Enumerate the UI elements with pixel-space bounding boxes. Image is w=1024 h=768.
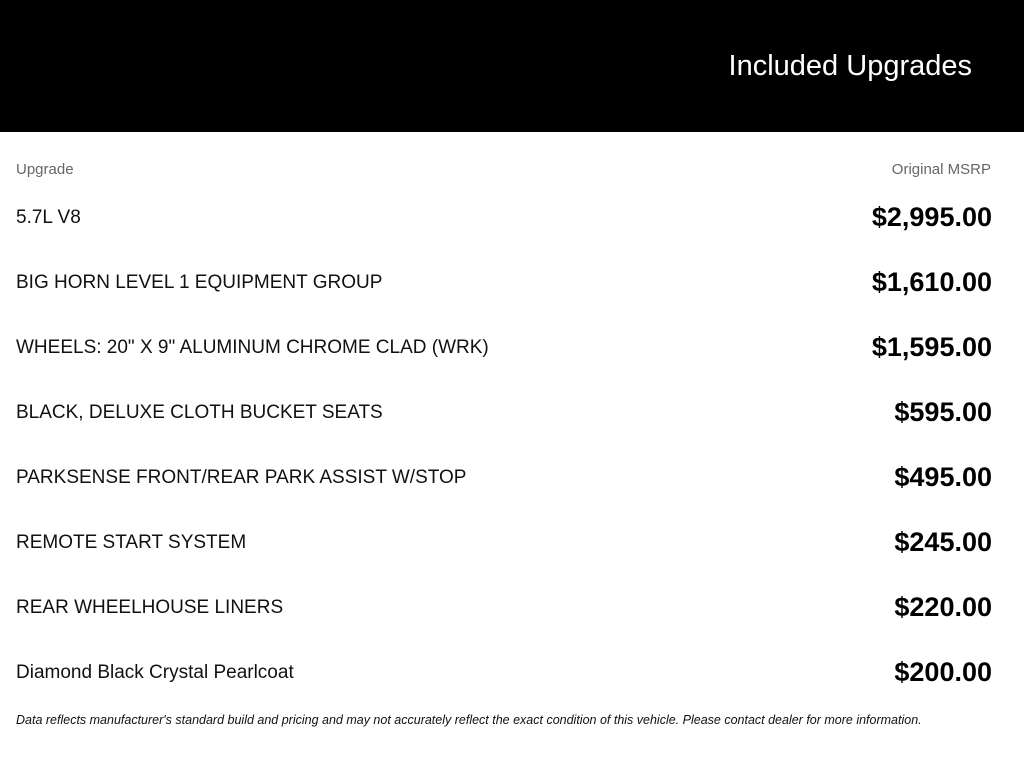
column-header-msrp: Original MSRP	[891, 161, 991, 178]
upgrade-price: $200.00	[894, 657, 992, 687]
column-header-upgrade: Upgrade	[16, 161, 74, 178]
page-title: Included Upgrades	[728, 50, 972, 82]
upgrade-name: PARKSENSE FRONT/REAR PARK ASSIST W/STOP	[16, 467, 467, 488]
upgrade-price: $220.00	[894, 592, 992, 622]
upgrade-row	[16, 652, 992, 717]
upgrade-row	[16, 457, 992, 522]
upgrade-price: $1,610.00	[871, 267, 992, 297]
upgrade-price: $2,995.00	[871, 202, 992, 232]
header-bar	[0, 0, 1024, 132]
upgrade-name: BLACK, DELUXE CLOTH BUCKET SEATS	[16, 402, 383, 423]
upgrade-row	[16, 522, 992, 587]
upgrade-row	[16, 197, 992, 262]
upgrade-row	[16, 327, 992, 392]
upgrade-name: REAR WHEELHOUSE LINERS	[16, 597, 284, 618]
upgrade-row	[16, 587, 992, 652]
upgrade-name: Diamond Black Crystal Pearlcoat	[16, 662, 294, 683]
upgrade-name: 5.7L V8	[16, 207, 81, 228]
upgrade-name: BIG HORN LEVEL 1 EQUIPMENT GROUP	[16, 272, 383, 293]
upgrade-price: $495.00	[894, 462, 992, 492]
upgrades-list	[16, 197, 992, 717]
upgrade-name: REMOTE START SYSTEM	[16, 532, 247, 553]
upgrade-price: $595.00	[894, 397, 992, 427]
upgrade-name: WHEELS: 20" X 9" ALUMINUM CHROME CLAD (WRK)	[16, 337, 489, 358]
disclaimer-text: Data reflects manufacturer's standard build and pricing and may not accurately reflect the exact condition of this vehicle. Please contact dealer for more information.	[16, 713, 922, 727]
upgrade-price: $1,595.00	[871, 332, 992, 362]
upgrade-price: $245.00	[894, 527, 992, 557]
upgrade-row	[16, 262, 992, 327]
column-headers	[16, 161, 991, 179]
upgrade-row	[16, 392, 992, 457]
